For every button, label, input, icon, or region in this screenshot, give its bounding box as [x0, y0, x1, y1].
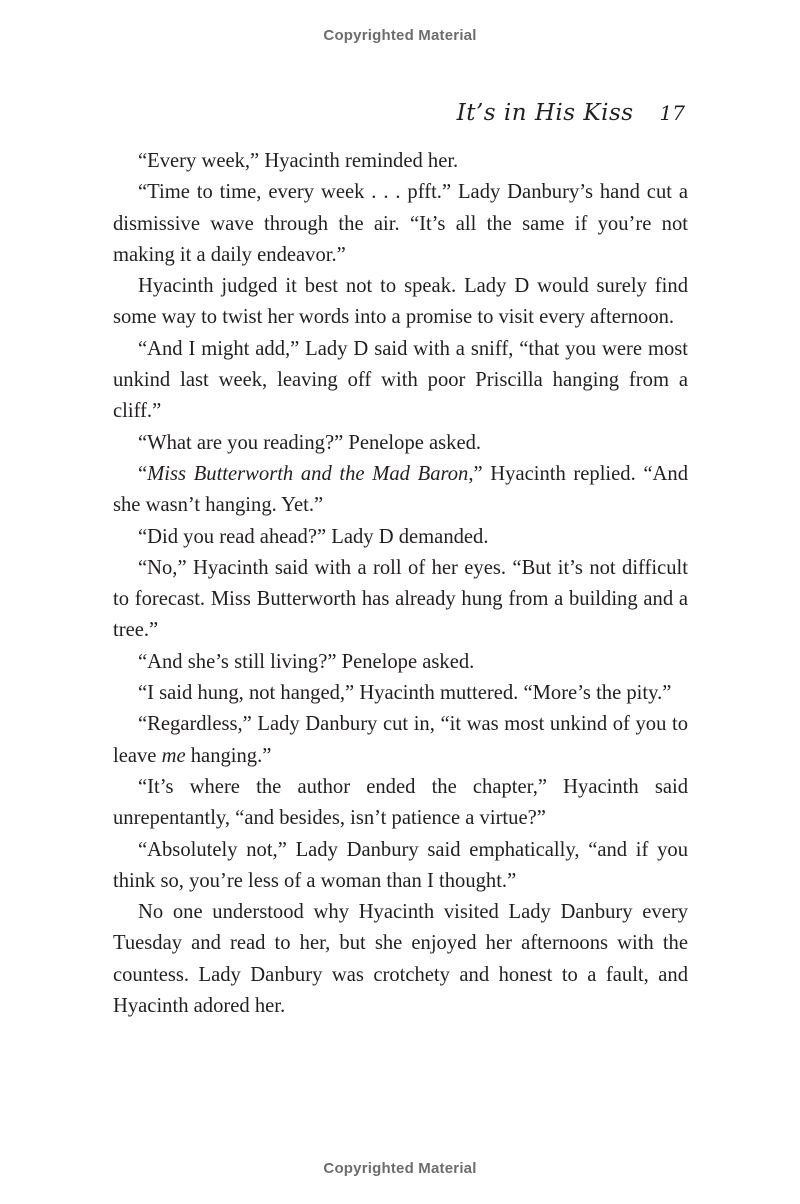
open-quote: “ [138, 462, 148, 485]
paragraph: “Absolutely not,” Lady Danbury said emphatically, “and if you think so, you’re less of a woman than I thought.” [113, 838, 688, 892]
paragraph: “What are you reading?” Penelope asked. [138, 431, 482, 454]
emphasis-me: me [161, 744, 186, 767]
paragraph: “Did you read ahead?” Lady D demanded. [138, 525, 489, 548]
reply-text: ,” Hyacinth replied. “And she wasn’t hanging. Yet.” [113, 462, 688, 517]
page-number: 17 [659, 101, 685, 125]
paragraph: “It’s where the author ended the chapter,” Hyacinth said unrepentantly, “and besides, isn’t patience a virtue?” [113, 775, 688, 830]
running-head [457, 100, 685, 126]
copyright-watermark-bottom: Copyrighted Material [323, 1160, 477, 1177]
paragraph: “And I might add,” Lady D said with a sniff, “that you were most unkind last week, leaving off with poor Priscilla hanging from a cliff.” [113, 337, 688, 423]
copyright-watermark-top: Copyrighted Material [323, 27, 477, 44]
paragraph: “No,” Hyacinth said with a roll of her eyes. “But it’s not difficult to forecast. Miss Butterworth has already hung from a building and a tree.” [113, 556, 688, 642]
paragraph: “I said hung, not hanged,” Hyacinth muttered. “More’s the pity.” [138, 682, 672, 705]
paragraph: “And she’s still living?” Penelope asked. [138, 650, 475, 673]
paragraph: No one understood why Hyacinth visited Lady Danbury every Tuesday and read to her, but she enjoyed her afternoons with the countess. Lady Danbury was crotchety and honest to a fault, and Hyacinth adored her. [113, 901, 688, 1018]
paragraph: “Every week,” Hyacinth reminded her. [138, 150, 459, 172]
paragraph: “Time to time, every week . . . pfft.” Lady Danbury’s hand cut a dismissive wave through the air. “It’s all the same if you’re not making it a daily endeavor.” [113, 181, 688, 266]
regardless-after: hanging.” [185, 744, 272, 767]
paragraph-book-title-reply [113, 459, 688, 522]
book-title: It’s in His Kiss [456, 100, 634, 126]
inline-book-title: Miss Butterworth and the Mad Baron [147, 462, 469, 485]
paragraph-regardless [113, 709, 688, 772]
regardless-before: “Regardless,” Lady Danbury cut in, “it was most unkind of you to leave [113, 713, 688, 767]
body-text [113, 146, 688, 1022]
paragraph: Hyacinth judged it best not to speak. Lady D would surely find some way to twist her words into a promise to visit every afternoon. [113, 275, 688, 329]
